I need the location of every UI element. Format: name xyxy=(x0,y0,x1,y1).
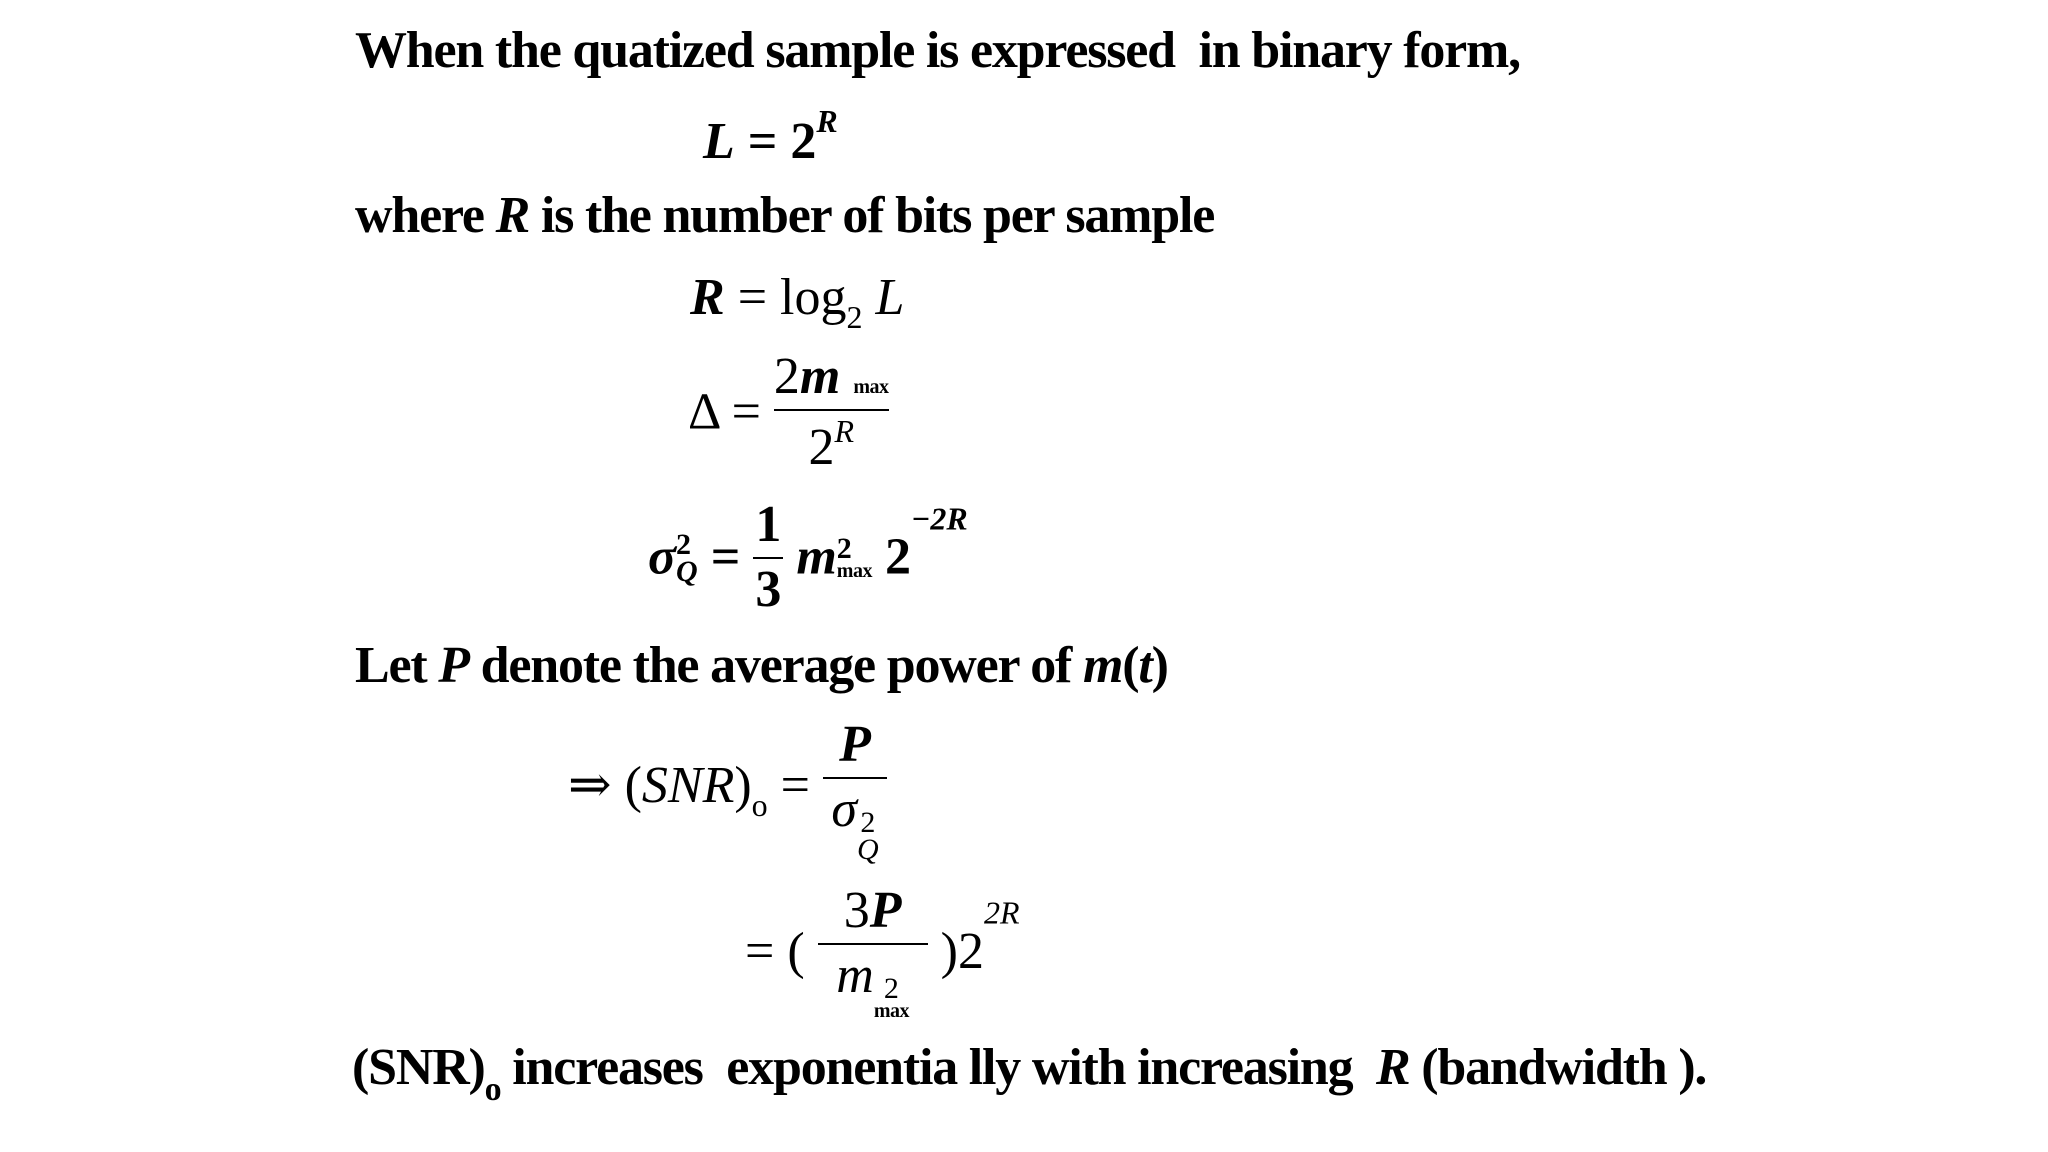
equation-snr: ⇒ $(SNR)_o$ = P σ 2 Q xyxy=(568,718,887,863)
intro-text xyxy=(355,22,1520,79)
where-text: where R is the number of bits per sample xyxy=(355,187,1215,244)
conclusion-text: $(SNR)_o$ increases exponentia lly with increasing R (bandwidth ). xyxy=(352,1039,1707,1108)
equation-step: Δ = $\frac{\text{2m max}}{2^R}$ xyxy=(688,348,889,476)
equation-noise-power: σ 2 Q = $\frac{1}{3}$ m 2 max $2^{-2R}$ xyxy=(648,496,968,618)
fraction-snr-result: 3P m 2 max xyxy=(818,884,928,1020)
equation-bits: $R = \log_2 L$ xyxy=(690,269,905,335)
fraction-snr: P σ 2 Q xyxy=(823,718,887,863)
let-p-text: Let P denote the average power of m(t) xyxy=(355,637,1168,694)
fraction-step: $\frac{\text{2m max}}{2^R}$ xyxy=(773,348,889,476)
equation-snr-result: = ( 3P m 2 max )$2^{2R}$ xyxy=(745,882,1020,1022)
intro-text-content: When the quatized sample is expressed in binary form, xyxy=(355,22,1520,79)
equation-levels: $L = 2^R$ xyxy=(703,103,838,170)
fraction-one-third: $\frac{1}{3}$ xyxy=(755,496,782,618)
